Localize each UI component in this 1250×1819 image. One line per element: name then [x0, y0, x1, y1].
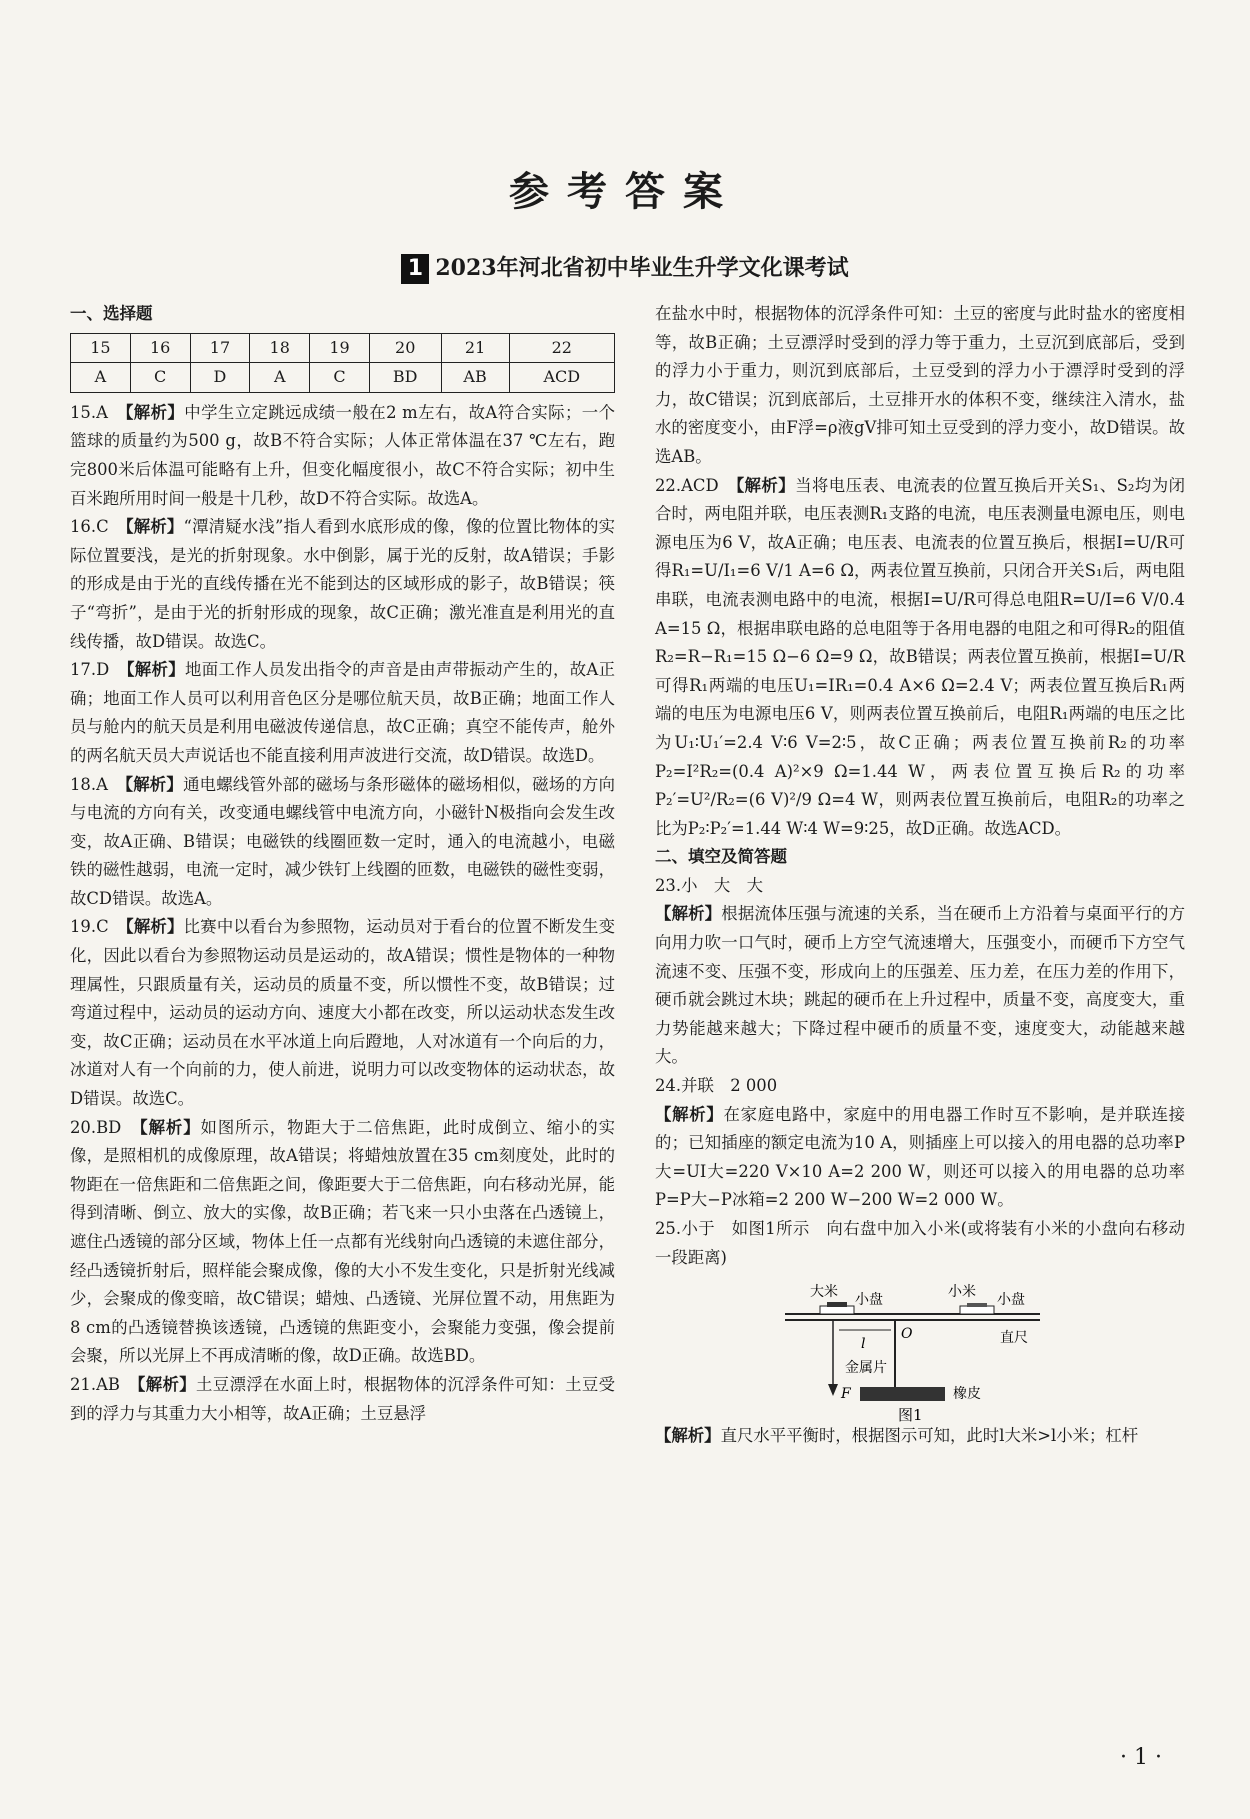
answer-item-25-answer: 25.小于 如图1所示 向右盘中加入小米(或将装有小米的小盘向右移动一段距离) — [655, 1219, 1185, 1267]
exam-title-text: 2023年河北省初中毕业生升学文化课考试 — [435, 255, 849, 281]
item-number: 16.C — [70, 517, 109, 537]
item-text: “潭清疑水浅”指人看到水底形成的像，像的位置比物体的实际位置要浅，是光的折射现象。水中倒影，属于光的反射，故A错误；手影的形成是由于光的直线传播在光不能到达的区域形成的影子，故B错误；筷子“弯折”，是由于光的折射形成的现象，故C正确；激光准直是利用光的直线传播，故D错误。故选C。 — [70, 517, 615, 651]
analysis-tag: 【解析】 — [655, 1104, 724, 1124]
answer-item-24-analysis — [655, 1101, 1185, 1215]
label-millet: 小米 — [948, 1284, 976, 1301]
figure-caption: 图1 — [898, 1406, 923, 1423]
table-cell: 18 — [250, 333, 310, 363]
table-cell: 20 — [369, 333, 441, 363]
answer-item-20 — [70, 1114, 615, 1371]
analysis-tag: 【解析】 — [137, 1374, 197, 1394]
table-cell: 16 — [130, 333, 190, 363]
label-metal-strip: 金属片 — [845, 1360, 887, 1377]
answer-item-16 — [70, 513, 615, 656]
answer-table-question-row — [71, 333, 615, 363]
item-text: 直尺水平平衡时，根据图示可知，此时l大米>l小米；杠杆 — [720, 1426, 1139, 1446]
item-text: 地面工作人员发出指令的声音是由声带振动产生的，故A正确；地面工作人员可以利用音色区分是哪位航天员，故B正确；地面工作人员与舱内的航天员是利用电磁波传递信息，故C正确；真空不能传声，舱外的两名航天员大声说话也不能直接利用声波进行交流，故D错误。故选D。 — [70, 660, 615, 765]
label-arm: l — [861, 1336, 866, 1353]
table-cell: 15 — [71, 333, 131, 363]
exam-number-badge: 1 — [401, 254, 429, 284]
answer-item-19 — [70, 913, 615, 1113]
right-dish — [960, 1306, 994, 1314]
item-text: 中学生立定跳远成绩一般在2 m左右，故A符合实际；一个篮球的质量约为500 g，故B不符合实际；人体正常体温在37 ℃左右，跑完800米后体温可能略有上升，但变化幅度很小，故C不符合实际；初中生百米跑所用时间一般是十几秒，故D不符合实际。故选A。 — [70, 402, 615, 508]
analysis-tag: 【解析】 — [124, 774, 184, 794]
answer-item-17 — [70, 656, 615, 770]
left-column — [70, 300, 615, 1428]
answer-table — [70, 333, 615, 393]
right-column — [655, 300, 1185, 1451]
label-right-dish: 小盘 — [997, 1292, 1025, 1309]
table-cell: 19 — [310, 333, 370, 363]
eraser — [860, 1387, 945, 1401]
table-cell: A — [250, 363, 310, 393]
lever-figure — [655, 1272, 1185, 1422]
force-arrow-head — [828, 1384, 838, 1396]
item-text: 当将电压表、电流表的位置互换后开关S₁、S₂均为闭合时，两电阻并联，电压表测R₁支路的电流，电压表测量电源电压，则电源电压为6 V，故A正确；电压表、电流表的位置互换后，根据I=U/R可得R₁=U/I₁=6 V/1 A=6 Ω，两表位置互换前，只闭合开关S₁后，两电阻串联，电流表测电路中的电流，根据I=U/R可得总电阻R=U/I=6 V/0.4 A=15 Ω，根据串联电路的总电阻等于各用电器的电阻之和可得R₂的阻值R₂=R−R₁=15 Ω−6 Ω=9 Ω，故B错误；两表位置互换前，根据I=U/R可得R₁两端的电压U₁=IR₁=0.4 A×6 Ω=2.4 V；两表位置互换后R₁两端的电压为电源电压6 V，则两表位置互换前后，电阻R₁两端的电压之比为U₁∶U₁′=2.4 V∶6 V=2∶5，故C正确；两表位置互换前R₂的功率P₂=I²R₂=(0.4 A)²×9 Ω=1.44 W，两表位置互换后R₂的功率P₂′=U²/R₂=(6 V)²/9 Ω=4 W，则两表位置互换前后，电阻R₂的功率之比为P₂∶P₂′=1.44 W∶4 W=9∶25，故D正确。故选ACD。 — [655, 475, 1185, 838]
analysis-tag: 【解析】 — [139, 1117, 201, 1137]
item-text: 比赛中以看台为参照物，运动员对于看台的位置不断发生变化，因此以看台为参照物运动员是运动的，故A错误；惯性是物体的一种物理属性，只跟质量有关，运动员的质量不变，所以惯性不变，故B错误；过弯道过程中，运动员的运动方向、速度大小都在改变，所以运动状态发生改变，故C正确；运动员在水平冰道上向后蹬地，人对冰道有一个向后的力，冰道对人有一个向前的力，使人前进，说明力可以改变物体的运动状态，故D错误。故选C。 — [70, 917, 615, 1109]
label-eraser: 橡皮 — [953, 1386, 981, 1403]
table-cell: AB — [441, 363, 509, 393]
answer-item-22 — [655, 472, 1185, 844]
item-number: 20.BD — [70, 1117, 122, 1137]
item-number: 17.D — [70, 660, 110, 680]
table-cell: ACD — [509, 363, 614, 393]
millet-pile — [967, 1303, 987, 1307]
label-rice: 大米 — [810, 1284, 838, 1301]
answer-item-18 — [70, 771, 615, 914]
analysis-tag: 【解析】 — [735, 475, 796, 495]
answer-item-21 — [70, 1371, 615, 1428]
answer-item-15 — [70, 399, 615, 513]
item-number: 18.A — [70, 774, 108, 794]
analysis-tag: 【解析】 — [125, 517, 184, 537]
label-pivot: O — [901, 1326, 913, 1343]
table-cell: C — [130, 363, 190, 393]
answer-item-24-answer: 24.并联 2 000 — [655, 1076, 778, 1096]
analysis-tag: 【解析】 — [125, 402, 185, 422]
item-text: 通电螺线管外部的磁场与条形磁体的磁场相似，磁场的方向与电流的方向有关，改变通电螺线管中电流方向，小磁针N极指向会发生改变，故A正确、B错误；电磁铁的线圈匝数一定时，通入的电流越小，电磁铁的磁性越弱，电流一定时，减少铁钉上线圈的匝数，电磁铁的磁性变弱，故CD错误。故选A。 — [70, 774, 616, 908]
item-text: 土豆漂浮在水面上时，根据物体的沉浮条件可知：土豆受到的浮力与其重力大小相等，故A正确；土豆悬浮 — [70, 1374, 616, 1423]
item-text: 如图所示，物距大于二倍焦距，此时成倒立、缩小的实像，是照相机的成像原理，故A错误；将蜡烛放置在35 cm刻度处，此时的物距在一倍焦距和二倍焦距之间，像距要大于二倍焦距，向右移动光屏，能得到清晰、倒立、放大的实像，故B正确；若飞来一只小虫落在凸透镜上，遮住凸透镜的部分区域，物体上任一点都有光线射向凸透镜的未遮住部分，经凸透镜折射后，照样能会聚成像，像的大小不发生变化，只是折射光线减少，会聚成的像变暗，故C错误；蜡烛、凸透镜、光屏位置不动，用焦距为8 cm的凸透镜替换该透镜，凸透镜的焦距变小，会聚能力变强，像会提前会聚，所以光屏上不再成清晰的像，故D正确。故选BD。 — [70, 1117, 615, 1366]
table-cell: D — [190, 363, 250, 393]
label-ruler: 直尺 — [1000, 1330, 1028, 1347]
left-dish — [820, 1306, 854, 1314]
page-title: 参考答案 — [509, 169, 741, 215]
table-cell: A — [71, 363, 131, 393]
item-text: 根据流体压强与流速的关系，当在硬币上方沿着与桌面平行的方向用力吹一口气时，硬币上方空气流速增大，压强变小，而硬币下方空气流速不变、压强不变，形成向上的压强差、压力差，在压力差的作用下，硬币就会跳过木块；跳起的硬币在上升过程中，质量不变，高度变大，重力势能越来越大；下降过程中硬币的质量不变，速度变大，动能越来越大。 — [655, 904, 1186, 1067]
page-number: · 1 · — [1120, 1745, 1162, 1770]
rice-pile — [827, 1302, 847, 1307]
analysis-tag: 【解析】 — [655, 1426, 721, 1446]
item-number: 15.A — [70, 402, 108, 422]
section-heading-choice: 一、选择题 — [70, 304, 153, 323]
exam-title — [0, 251, 1250, 284]
analysis-tag: 【解析】 — [126, 660, 185, 680]
analysis-tag: 【解析】 — [125, 917, 184, 937]
table-cell: 21 — [441, 333, 509, 363]
answer-item-21-continued: 在盐水中时，根据物体的沉浮条件可知：土豆的密度与此时盐水的密度相等，故B正确；土豆漂浮时受到的浮力等于重力，土豆沉到底部后，受到的浮力小于重力，则沉到底部后，土豆受到的浮力小于漂浮时受到的浮力，故C错误；沉到底部后，土豆排开水的体积不变，继续注入清水，盐水的密度变小，由F浮=ρ液gV排可知土豆受到的浮力变小，故D错误。故选AB。 — [655, 304, 1185, 466]
answer-table-answer-row — [71, 363, 615, 393]
answer-item-23-analysis — [655, 900, 1185, 1072]
table-cell: 17 — [190, 333, 250, 363]
section-heading-fill: 二、填空及简答题 — [655, 847, 787, 867]
table-cell: BD — [369, 363, 441, 393]
lever-diagram — [655, 1272, 1185, 1422]
table-cell: C — [310, 363, 370, 393]
label-force: F — [841, 1386, 851, 1403]
item-number: 21.AB — [70, 1374, 120, 1394]
analysis-tag: 【解析】 — [655, 904, 722, 924]
answer-item-25-analysis — [655, 1422, 1185, 1451]
item-number: 22.ACD — [655, 475, 719, 495]
label-left-dish: 小盘 — [855, 1292, 883, 1309]
item-number: 19.C — [70, 917, 109, 937]
table-cell: 22 — [509, 333, 614, 363]
item-text: 在家庭电路中，家庭中的用电器工作时互不影响，是并联连接的；已知插座的额定电流为10 A，则插座上可以接入的用电器的总功率P大=UI大=220 V×10 A=2 200 W，则还可以接入的用电器的总功率P=P大−P冰箱=2 200 W−200 W=2 000 W。 — [655, 1104, 1186, 1210]
answer-item-23-answer: 23.小 大 大 — [655, 875, 764, 895]
